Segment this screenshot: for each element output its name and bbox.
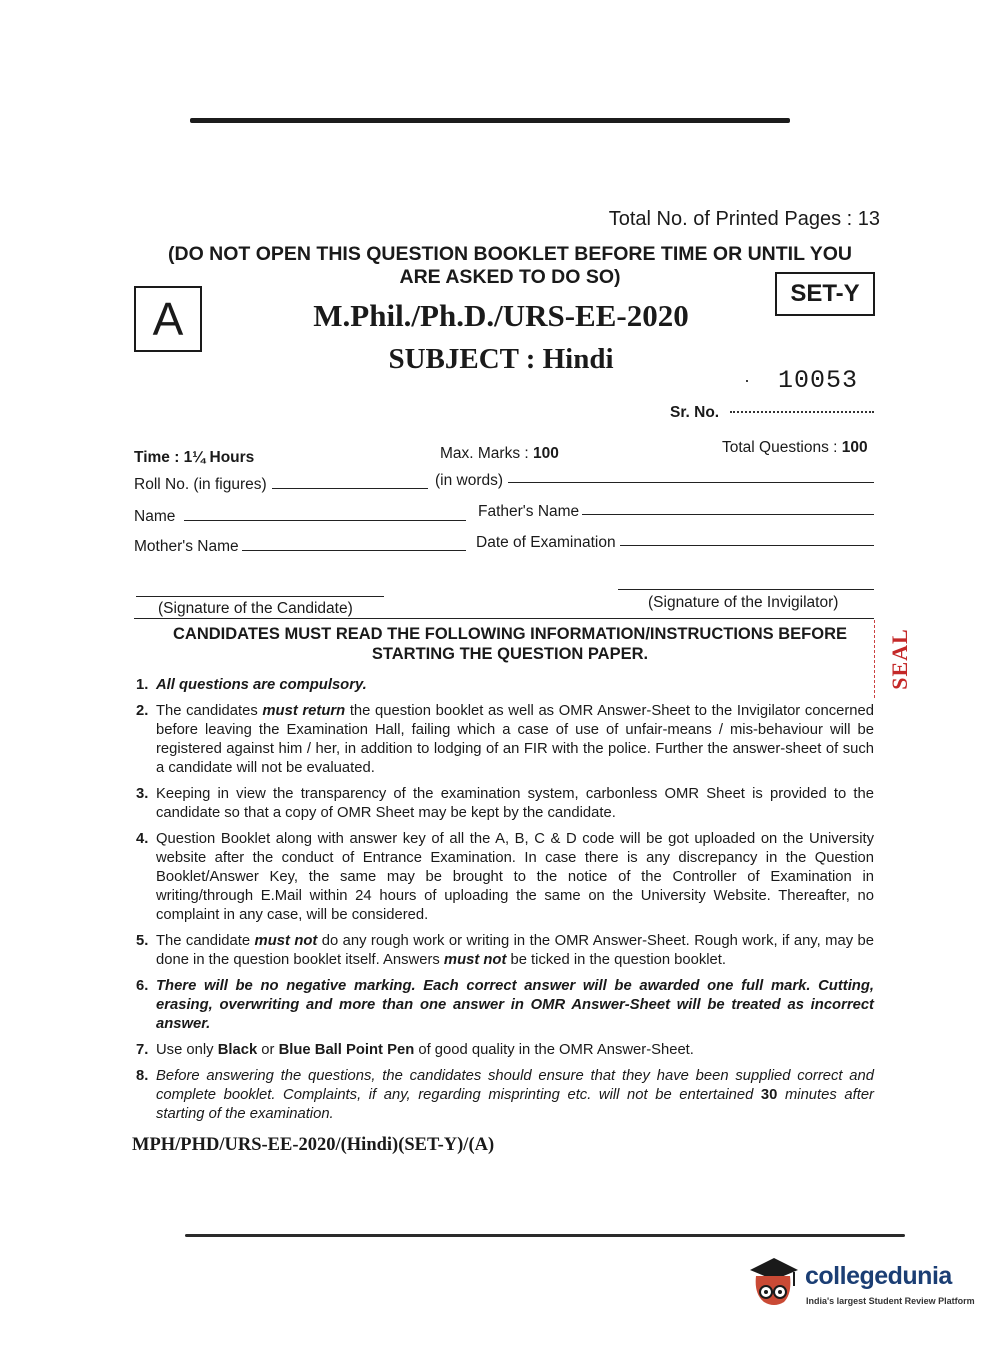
instructions-heading-line-2: STARTING THE QUESTION PAPER. <box>371 645 649 663</box>
instruction-emphasis: must not <box>443 952 507 968</box>
instructions-heading <box>130 624 890 664</box>
paper-code: MPH/PHD/URS-EE-2020/(Hindi)(SET-Y)/(A) <box>132 1135 495 1155</box>
name-line[interactable] <box>184 520 466 521</box>
instruction-text: the question booklet as well as OMR Answer-Sheet to the Invigilator concerned before leaving the Examination Hall, failing which a case of use of unfair-means / mis-behaviour will be registered against him / her, in addition to lodging of an FIR with the police. Further the answer-sheet of such a candidate will not be evaluated. <box>156 703 874 776</box>
instruction-number: 5. <box>136 933 149 949</box>
instruction-6 <box>136 977 874 1034</box>
date-of-exam-label: Date of Examination <box>476 534 616 551</box>
fathers-name-label: Father's Name <box>478 503 580 520</box>
subject-title: SUBJECT : Hindi <box>388 343 614 375</box>
instruction-emphasis: Black <box>217 1042 258 1058</box>
instruction-number: 4. <box>136 831 149 847</box>
instruction-4 <box>136 830 874 925</box>
instruction-number: 7. <box>136 1042 149 1058</box>
instruction-emphasis: 30 <box>760 1087 778 1103</box>
warning-line-2: ARE ASKED TO DO SO) <box>399 266 621 288</box>
instruction-5 <box>136 932 874 970</box>
instruction-text: minutes after starting of the examination. <box>156 1087 874 1122</box>
candidate-signature-line[interactable] <box>136 596 384 597</box>
invigilator-signature-label: (Signature of the Invigilator) <box>648 594 839 611</box>
mothers-name-line[interactable] <box>242 550 466 551</box>
max-marks-value: 100 <box>533 445 559 462</box>
instruction-text: All questions are compulsory. <box>156 677 367 693</box>
instruction-text: of good quality in the OMR Answer-Sheet. <box>414 1042 694 1058</box>
fathers-name-line[interactable] <box>582 514 874 515</box>
candidate-signature-label: (Signature of the Candidate) <box>158 600 353 617</box>
instruction-7 <box>136 1041 874 1060</box>
instructions-list <box>136 676 874 1131</box>
instruction-number: 2. <box>136 703 149 719</box>
instruction-emphasis: must not <box>254 933 318 949</box>
sr-no-dotted-line <box>730 411 874 413</box>
instruction-text: The candidates <box>156 703 263 719</box>
roll-figures-label: Roll No. (in figures) <box>134 476 267 493</box>
set-box: SET-Y <box>775 272 875 316</box>
exam-title: M.Phil./Ph.D./URS-EE-2020 <box>313 298 689 333</box>
total-questions-value: 100 <box>841 439 868 456</box>
instruction-text: Use only <box>156 1042 218 1058</box>
instruction-text: Before answering the questions, the candidates should ensure that they have been supplied correct and complete booklet. Complaints, if any, regarding misprinting etc. will not be entertained <box>156 1068 874 1103</box>
total-questions-label: Total Questions : <box>722 439 842 456</box>
stray-mark: · <box>744 370 750 390</box>
seal-label: SEAL <box>887 628 912 690</box>
roll-words-label: (in words) <box>435 472 504 489</box>
brand-tagline: India's largest Student Review Platform <box>806 1296 975 1306</box>
time-label: Time : 1¼ Hours <box>134 449 255 466</box>
booklet-code-box: A <box>134 286 202 352</box>
total-questions <box>722 439 868 457</box>
instruction-number: 8. <box>136 1068 149 1084</box>
mascot-eye <box>778 1290 782 1294</box>
date-of-exam-line[interactable] <box>620 545 874 546</box>
instruction-text: Keeping in view the transparency of the examination system, carbonless OMR Sheet is provided to the candidate so that a copy of OMR Sheet may be kept by the candidate. <box>156 786 874 821</box>
seal-stamp <box>874 620 921 698</box>
max-marks <box>440 445 559 463</box>
brand-name: collegedunia <box>805 1262 952 1290</box>
instruction-number: 1. <box>136 677 149 693</box>
instructions-heading-line-1: CANDIDATES MUST READ THE FOLLOWING INFORMATION/INSTRUCTIONS BEFORE <box>172 625 848 643</box>
max-marks-label: Max. Marks : <box>440 445 534 462</box>
section-divider <box>134 618 874 619</box>
instruction-text: do any rough work or writing in the OMR Answer-Sheet. Rough work, if any, may be done in the question booklet itself. Answers <box>156 933 874 968</box>
sr-no-label: Sr. No. <box>670 404 720 421</box>
instruction-8 <box>136 1067 874 1124</box>
invigilator-signature-line[interactable] <box>618 589 874 590</box>
warning-line-1: (DO NOT OPEN THIS QUESTION BOOKLET BEFORE TIME OR UNTIL YOU <box>168 243 852 265</box>
instruction-3 <box>136 785 874 823</box>
top-scan-border <box>190 118 790 123</box>
instruction-text: be ticked in the question booklet. <box>506 952 727 968</box>
instruction-text: Question Booklet along with answer key of all the A, B, C & D code will be got uploaded on the University website after the conduct of Entrance Examination. In case there is any discrepancy in the Question Booklet/Answer Key, the same may be brought to the notice of the Controller of Examination in writing/through E.Mail within 24 hours of uploading the same on the University Website. Thereafter, no complaint in any case, will be considered. <box>156 831 874 923</box>
instruction-emphasis: must return <box>262 703 346 719</box>
instruction-1 <box>136 676 874 695</box>
instruction-number: 6. <box>136 978 149 994</box>
instruction-text: The candidate <box>156 933 255 949</box>
roll-words-line[interactable] <box>508 482 874 483</box>
mascot-eye <box>764 1290 768 1294</box>
bottom-scan-border <box>185 1234 905 1237</box>
instruction-emphasis: Blue Ball Point Pen <box>278 1042 415 1058</box>
instruction-text: or <box>257 1042 279 1058</box>
instruction-text: There will be no negative marking. Each correct answer will be awarded one full mark. Cutting, erasing, overwriting and more than one answer in OMR Answer-Sheet will be treated as incorrect answer. <box>156 978 874 1032</box>
serial-number: 10053 <box>778 366 859 395</box>
collegedunia-mascot-icon <box>744 1252 802 1314</box>
roll-figures-line[interactable] <box>272 488 428 489</box>
instruction-2 <box>136 702 874 778</box>
name-label: Name <box>134 508 176 525</box>
total-pages: Total No. of Printed Pages : 13 <box>608 208 880 230</box>
instruction-number: 3. <box>136 786 149 802</box>
mothers-name-label: Mother's Name <box>134 538 239 555</box>
